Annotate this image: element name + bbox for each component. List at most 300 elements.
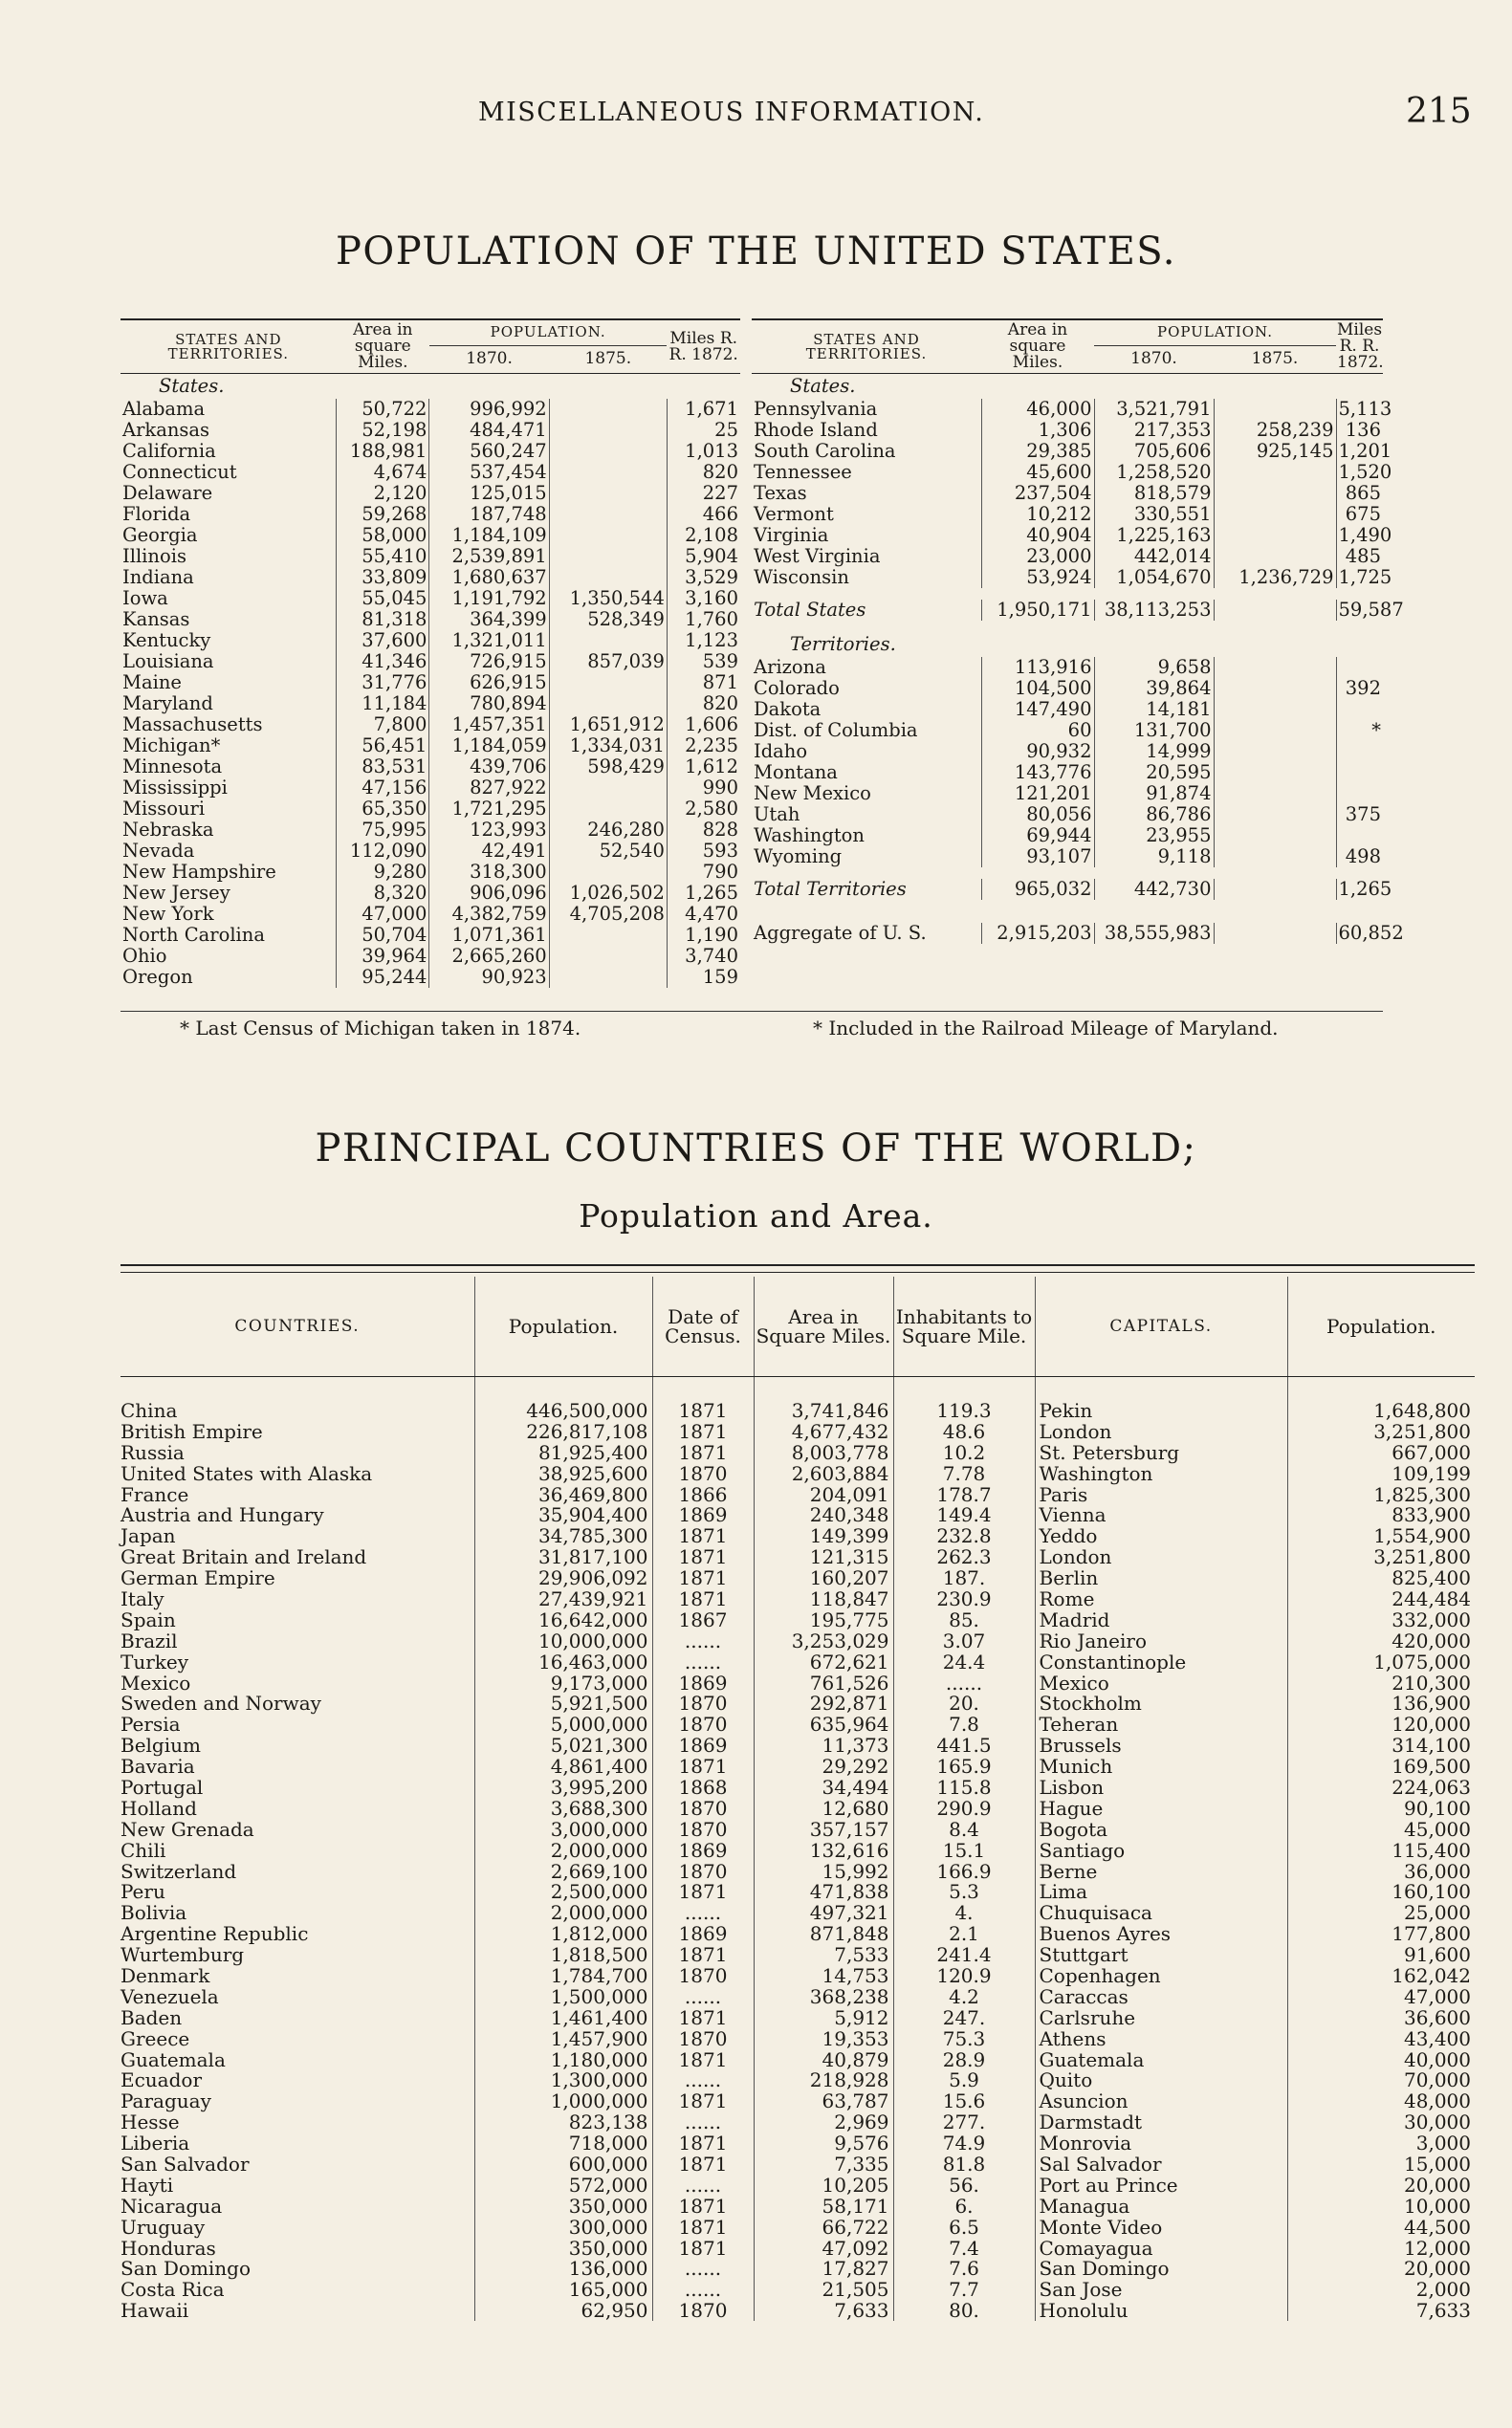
capital-name: London — [1035, 1546, 1287, 1567]
pop-1875-cell — [1214, 804, 1336, 825]
area-cell: 112,090 — [337, 841, 429, 862]
state-name: Pennsylvania — [754, 398, 878, 421]
col-states: STATES AND TERRITORIES. — [752, 319, 981, 374]
state-name: Arkansas — [122, 419, 210, 442]
area-cell: 10,212 — [981, 504, 1094, 525]
pop-1875-cell — [549, 441, 667, 462]
pop-1875-cell — [1214, 525, 1336, 546]
state-row — [121, 651, 740, 672]
spacer-cell — [752, 621, 1383, 632]
capital-population-cell: 12,000 — [1287, 2238, 1475, 2259]
country-row — [121, 2070, 1475, 2091]
miles-rr-cell: 539 — [667, 651, 740, 672]
density-cell: 3.07 — [893, 1630, 1035, 1651]
population-cell: 350,000 — [474, 2196, 652, 2217]
state-row — [121, 672, 740, 693]
miles-rr-cell: 5,113 — [1336, 399, 1383, 420]
miles-rr-cell: 1,013 — [667, 441, 740, 462]
capital-name: Monrovia — [1035, 2133, 1287, 2154]
density-cell: 149.4 — [893, 1504, 1035, 1525]
population-cell: 5,921,500 — [474, 1693, 652, 1714]
pop-1875-cell — [549, 925, 667, 946]
area-cell: 47,092 — [754, 2238, 893, 2259]
col-1870: 1870. — [429, 345, 549, 373]
population-cell: 3,688,300 — [474, 1798, 652, 1819]
running-title: MISCELLANEOUS INFORMATION. — [478, 98, 985, 127]
pop-1875-cell — [549, 946, 667, 967]
country-name: Russia — [121, 1440, 185, 1464]
world-countries-table — [121, 1277, 1475, 2321]
pop-1870-cell: 38,113,253 — [1094, 600, 1214, 621]
census-cell: 1870 — [652, 1819, 754, 1840]
population-cell: 1,300,000 — [474, 2070, 652, 2091]
area-cell: 65,350 — [337, 798, 429, 820]
country-row — [121, 2196, 1475, 2217]
country-row — [121, 1421, 1475, 1442]
pop-1870-cell: 4,382,759 — [429, 904, 549, 925]
pop-1870-cell: 1,184,109 — [429, 525, 549, 546]
area-cell: 34,494 — [754, 1777, 893, 1798]
miles-rr-cell — [1336, 699, 1383, 720]
area-cell: 104,500 — [981, 678, 1094, 699]
state-row — [121, 883, 740, 904]
state-row — [121, 946, 740, 967]
country-row — [121, 1986, 1475, 2007]
capital-population-cell: 91,600 — [1287, 1944, 1475, 1965]
state-name: Dakota — [754, 698, 822, 721]
census-cell: 1871 — [652, 2217, 754, 2238]
area-cell: 635,964 — [754, 1714, 893, 1735]
capital-name: San Jose — [1035, 2279, 1287, 2300]
population-cell: 226,817,108 — [474, 1421, 652, 1442]
miles-rr-cell: 3,740 — [667, 946, 740, 967]
pop-1870-cell: 537,454 — [429, 462, 549, 483]
state-row — [121, 862, 740, 883]
pop-1875-cell — [549, 777, 667, 798]
spacer-row — [752, 588, 1383, 600]
state-name: New Mexico — [754, 782, 871, 805]
pop-1875-cell — [1214, 762, 1336, 783]
state-name: Total Territories — [754, 878, 907, 901]
area-cell: 31,776 — [337, 672, 429, 693]
pop-1875-cell — [549, 798, 667, 820]
miles-rr-cell: 1,190 — [667, 925, 740, 946]
pop-1875-cell: 528,349 — [549, 609, 667, 630]
area-cell: 132,616 — [754, 1840, 893, 1861]
area-cell: 2,603,884 — [754, 1463, 893, 1484]
pop-1870-cell: 439,706 — [429, 756, 549, 777]
capital-population-cell: 1,825,300 — [1287, 1484, 1475, 1505]
country-row — [121, 1840, 1475, 1861]
capital-name: Athens — [1035, 2028, 1287, 2049]
state-row — [121, 714, 740, 735]
country-name: Mexico — [121, 1671, 191, 1695]
territory-row — [752, 720, 1383, 741]
pop-1870-cell: 23,955 — [1094, 825, 1214, 846]
country-row — [121, 2279, 1475, 2300]
capital-population-cell: 825,400 — [1287, 1567, 1475, 1588]
population-cell: 3,000,000 — [474, 1819, 652, 1840]
area-cell: 59,268 — [337, 504, 429, 525]
country-row — [121, 2111, 1475, 2133]
state-row — [752, 504, 1383, 525]
country-row — [121, 1965, 1475, 1986]
miles-rr-cell: 865 — [1336, 483, 1383, 504]
state-row — [121, 967, 740, 988]
density-cell: ...... — [893, 1673, 1035, 1694]
population-cell: 136,000 — [474, 2259, 652, 2280]
country-row — [121, 1400, 1475, 1421]
census-cell: 1871 — [652, 1400, 754, 1421]
capital-name: Paris — [1035, 1484, 1287, 1505]
state-name: Connecticut — [122, 461, 237, 484]
country-name: San Salvador — [121, 2153, 250, 2176]
area-cell: 965,032 — [981, 879, 1094, 900]
population-cell: 5,000,000 — [474, 1714, 652, 1735]
density-cell: 75.3 — [893, 2028, 1035, 2049]
capital-name: Monte Video — [1035, 2217, 1287, 2238]
density-cell: 7.4 — [893, 2238, 1035, 2259]
census-cell: 1868 — [652, 1777, 754, 1798]
col-census: Date of Census. — [652, 1277, 754, 1377]
state-row — [121, 462, 740, 483]
density-cell: 7.7 — [893, 2279, 1035, 2300]
population-cell: 1,784,700 — [474, 1965, 652, 1986]
population-cell: 823,138 — [474, 2111, 652, 2133]
pop-1875-cell — [1214, 657, 1336, 678]
area-cell: 188,981 — [337, 441, 429, 462]
area-cell: 121,315 — [754, 1546, 893, 1567]
density-cell: 85. — [893, 1609, 1035, 1630]
pop-1875-cell: 1,026,502 — [549, 883, 667, 904]
country-row — [121, 1881, 1475, 1902]
area-cell: 292,871 — [754, 1693, 893, 1714]
total-states-row — [752, 600, 1383, 621]
state-name: Missouri — [122, 798, 206, 820]
spacer-cell — [752, 900, 1383, 911]
density-cell: 119.3 — [893, 1400, 1035, 1421]
state-row — [752, 483, 1383, 504]
country-row — [121, 1504, 1475, 1525]
miles-rr-cell: 820 — [667, 462, 740, 483]
state-name: New Hampshire — [122, 861, 276, 884]
density-cell: 232.8 — [893, 1525, 1035, 1546]
state-row — [752, 399, 1383, 420]
country-row — [121, 2217, 1475, 2238]
state-name: Vermont — [754, 503, 834, 526]
country-row — [121, 2259, 1475, 2280]
col-inhabitants: Inhabitants to Square Mile. — [893, 1277, 1035, 1377]
miles-rr-cell — [1336, 741, 1383, 762]
area-cell: 4,677,432 — [754, 1421, 893, 1442]
density-cell: 4. — [893, 1902, 1035, 1923]
state-row — [121, 904, 740, 925]
population-cell: 1,461,400 — [474, 2007, 652, 2028]
miles-rr-cell: 1,265 — [1336, 879, 1383, 900]
territory-row — [752, 804, 1383, 825]
census-cell: 1870 — [652, 2028, 754, 2049]
pop-1870-cell: 996,992 — [429, 399, 549, 420]
pop-1875-cell — [1214, 462, 1336, 483]
census-cell: ...... — [652, 1902, 754, 1923]
col-capitals: CAPITALS. — [1035, 1277, 1287, 1377]
pop-1870-cell: 123,993 — [429, 820, 549, 841]
state-name: West Virginia — [754, 545, 881, 568]
area-cell: 3,741,846 — [754, 1400, 893, 1421]
density-cell: 7.78 — [893, 1463, 1035, 1484]
area-cell: 149,399 — [754, 1525, 893, 1546]
state-row — [752, 546, 1383, 567]
capital-population-cell: 30,000 — [1287, 2111, 1475, 2133]
population-cell: 2,500,000 — [474, 1881, 652, 1902]
area-cell: 8,320 — [337, 883, 429, 904]
state-name: Arizona — [754, 656, 826, 679]
census-cell: 1867 — [652, 1609, 754, 1630]
pop-1875-cell — [549, 546, 667, 567]
area-cell: 40,879 — [754, 2049, 893, 2070]
state-name: Kansas — [122, 608, 190, 631]
pop-1870-cell: 318,300 — [429, 862, 549, 883]
country-name: Belgium — [121, 1734, 201, 1758]
capital-population-cell: 3,000 — [1287, 2133, 1475, 2154]
pop-1870-cell: 626,915 — [429, 672, 549, 693]
miles-rr-cell: 1,201 — [1336, 441, 1383, 462]
state-row — [752, 525, 1383, 546]
country-row — [121, 1756, 1475, 1777]
capital-population-cell: 70,000 — [1287, 2070, 1475, 2091]
area-cell: 21,505 — [754, 2279, 893, 2300]
state-name: Aggregate of U. S. — [754, 922, 927, 945]
area-cell: 60 — [981, 720, 1094, 741]
population-cell: 16,463,000 — [474, 1651, 652, 1673]
density-cell: 241.4 — [893, 1944, 1035, 1965]
area-cell: 29,385 — [981, 441, 1094, 462]
territory-row — [752, 657, 1383, 678]
state-name: Virginia — [754, 524, 829, 547]
pop-1870-cell: 187,748 — [429, 504, 549, 525]
state-name: Illinois — [122, 545, 186, 568]
state-row — [121, 441, 740, 462]
capital-name: Brussels — [1035, 1735, 1287, 1756]
area-cell: 50,722 — [337, 399, 429, 420]
state-row — [121, 756, 740, 777]
state-row — [121, 630, 740, 651]
density-cell: 4.2 — [893, 1986, 1035, 2007]
state-row — [121, 483, 740, 504]
population-cell: 38,925,600 — [474, 1463, 652, 1484]
density-cell: 10.2 — [893, 1442, 1035, 1463]
area-cell: 672,621 — [754, 1651, 893, 1673]
density-cell: 20. — [893, 1693, 1035, 1714]
area-cell: 368,238 — [754, 1986, 893, 2007]
census-cell: 1871 — [652, 1588, 754, 1609]
population-cell: 600,000 — [474, 2154, 652, 2175]
census-cell: 1870 — [652, 1463, 754, 1484]
capital-name: St. Petersburg — [1035, 1442, 1287, 1463]
census-cell: 1871 — [652, 2154, 754, 2175]
census-cell: ...... — [652, 1986, 754, 2007]
area-cell: 69,944 — [981, 825, 1094, 846]
capital-name: Buenos Ayres — [1035, 1923, 1287, 1944]
col-states: STATES AND TERRITORIES. — [121, 319, 337, 374]
density-cell: 2.1 — [893, 1923, 1035, 1944]
area-cell: 23,000 — [981, 546, 1094, 567]
population-cell: 350,000 — [474, 2238, 652, 2259]
country-name: Bolivia — [121, 1901, 187, 1925]
area-cell: 15,992 — [754, 1861, 893, 1882]
capital-name: Carlsruhe — [1035, 2007, 1287, 2028]
miles-rr-cell: 1,123 — [667, 630, 740, 651]
census-cell: ...... — [652, 2111, 754, 2133]
pop-1875-cell: 1,236,729 — [1214, 567, 1336, 588]
capital-population-cell: 1,075,000 — [1287, 1651, 1475, 1673]
capital-name: San Domingo — [1035, 2259, 1287, 2280]
country-row — [121, 1651, 1475, 1673]
miles-rr-cell: 59,587 — [1336, 600, 1383, 621]
miles-rr-cell: 820 — [667, 693, 740, 714]
country-name: Ecuador — [121, 2068, 203, 2092]
spacer-cell — [752, 911, 1383, 923]
state-name: Colorado — [754, 677, 840, 700]
state-name: Nebraska — [122, 819, 214, 842]
capital-population-cell: 47,000 — [1287, 1986, 1475, 2007]
us-table-bottom-rule — [121, 1011, 1383, 1012]
miles-rr-cell: 375 — [1336, 804, 1383, 825]
density-cell: 290.9 — [893, 1798, 1035, 1819]
pop-1870-cell: 1,680,637 — [429, 567, 549, 588]
pop-1870-cell: 1,191,792 — [429, 588, 549, 609]
population-cell: 1,500,000 — [474, 1986, 652, 2007]
area-cell: 46,000 — [981, 399, 1094, 420]
capital-population-cell: 2,000 — [1287, 2279, 1475, 2300]
country-row — [121, 1525, 1475, 1546]
world-table-top-rule — [121, 1264, 1475, 1266]
census-cell: ...... — [652, 1630, 754, 1651]
state-name: Washington — [754, 824, 865, 847]
miles-rr-cell — [1336, 783, 1383, 804]
state-name: Ohio — [122, 945, 167, 968]
state-row — [121, 925, 740, 946]
state-name: Rhode Island — [754, 419, 878, 442]
footnote-railroad: * Included in the Railroad Mileage of Maryland. — [813, 1017, 1279, 1039]
pop-1870-cell: 14,181 — [1094, 699, 1214, 720]
population-cell: 3,995,200 — [474, 1777, 652, 1798]
pop-1870-cell: 42,491 — [429, 841, 549, 862]
state-name: Idaho — [754, 740, 808, 763]
census-cell: 1870 — [652, 1965, 754, 1986]
miles-rr-cell: 675 — [1336, 504, 1383, 525]
col-area: Area in square Miles. — [337, 319, 429, 374]
capital-population-cell: 3,251,800 — [1287, 1421, 1475, 1442]
country-name: Denmark — [121, 1963, 210, 1987]
area-cell: 218,928 — [754, 2070, 893, 2091]
density-cell: 48.6 — [893, 1421, 1035, 1442]
miles-rr-cell — [1336, 657, 1383, 678]
spacer-cell — [752, 588, 1383, 600]
state-row — [121, 693, 740, 714]
area-cell: 2,969 — [754, 2111, 893, 2133]
territory-row — [752, 762, 1383, 783]
state-name: Texas — [754, 482, 807, 505]
state-name: South Carolina — [754, 440, 896, 463]
state-name: Oregon — [122, 966, 193, 989]
pop-1870-cell: 818,579 — [1094, 483, 1214, 504]
country-row — [121, 1944, 1475, 1965]
capital-name: Washington — [1035, 1463, 1287, 1484]
state-row — [121, 798, 740, 820]
country-row — [121, 1861, 1475, 1882]
capital-name: Munich — [1035, 1756, 1287, 1777]
area-cell: 4,674 — [337, 462, 429, 483]
world-table-top-rule-thin — [121, 1272, 1475, 1273]
density-cell: 5.9 — [893, 2070, 1035, 2091]
pop-1875-cell: 246,280 — [549, 820, 667, 841]
area-cell: 14,753 — [754, 1965, 893, 1986]
country-row — [121, 1673, 1475, 1694]
country-name: German Empire — [121, 1566, 275, 1590]
capital-population-cell: 160,100 — [1287, 1881, 1475, 1902]
country-name: Spain — [121, 1608, 176, 1631]
capital-name: Port au Prince — [1035, 2175, 1287, 2196]
country-row — [121, 1798, 1475, 1819]
density-cell: 441.5 — [893, 1735, 1035, 1756]
pop-1870-cell: 125,015 — [429, 483, 549, 504]
pop-1870-cell: 906,096 — [429, 883, 549, 904]
population-cell: 31,817,100 — [474, 1546, 652, 1567]
population-cell: 165,000 — [474, 2279, 652, 2300]
population-cell: 2,000,000 — [474, 1902, 652, 1923]
country-name: France — [121, 1482, 189, 1506]
area-cell: 29,292 — [754, 1756, 893, 1777]
capital-population-cell: 162,042 — [1287, 1965, 1475, 1986]
pop-1875-cell — [1214, 923, 1336, 944]
pop-1875-cell — [549, 630, 667, 651]
pop-1870-cell: 9,658 — [1094, 657, 1214, 678]
census-cell: ...... — [652, 2259, 754, 2280]
pop-1875-cell — [1214, 783, 1336, 804]
pop-1875-cell — [1214, 879, 1336, 900]
census-cell: 1871 — [652, 2133, 754, 2154]
capital-population-cell: 177,800 — [1287, 1923, 1475, 1944]
census-cell: 1871 — [652, 2238, 754, 2259]
census-cell: 1871 — [652, 2049, 754, 2070]
miles-rr-cell: 1,671 — [667, 399, 740, 420]
area-cell: 5,912 — [754, 2007, 893, 2028]
pop-1875-cell: 1,651,912 — [549, 714, 667, 735]
capital-name: Quito — [1035, 2070, 1287, 2091]
pop-1870-cell: 20,595 — [1094, 762, 1214, 783]
pop-1875-cell — [1214, 825, 1336, 846]
capital-population-cell: 224,063 — [1287, 1777, 1475, 1798]
area-cell: 113,916 — [981, 657, 1094, 678]
area-cell: 1,950,171 — [981, 600, 1094, 621]
state-name: Kentucky — [122, 629, 211, 652]
state-name: Montana — [754, 761, 838, 784]
running-header — [0, 92, 1512, 130]
population-cell: 29,906,092 — [474, 1567, 652, 1588]
pop-1870-cell: 330,551 — [1094, 504, 1214, 525]
capital-name: Managua — [1035, 2196, 1287, 2217]
population-cell: 446,500,000 — [474, 1400, 652, 1421]
density-cell: 7.8 — [893, 1714, 1035, 1735]
pop-1875-cell: 258,239 — [1214, 420, 1336, 441]
population-cell: 1,000,000 — [474, 2090, 652, 2111]
census-cell: 1871 — [652, 1421, 754, 1442]
state-name: Utah — [754, 803, 800, 826]
state-row — [752, 567, 1383, 588]
pop-1875-cell: 857,039 — [549, 651, 667, 672]
area-cell: 761,526 — [754, 1673, 893, 1694]
